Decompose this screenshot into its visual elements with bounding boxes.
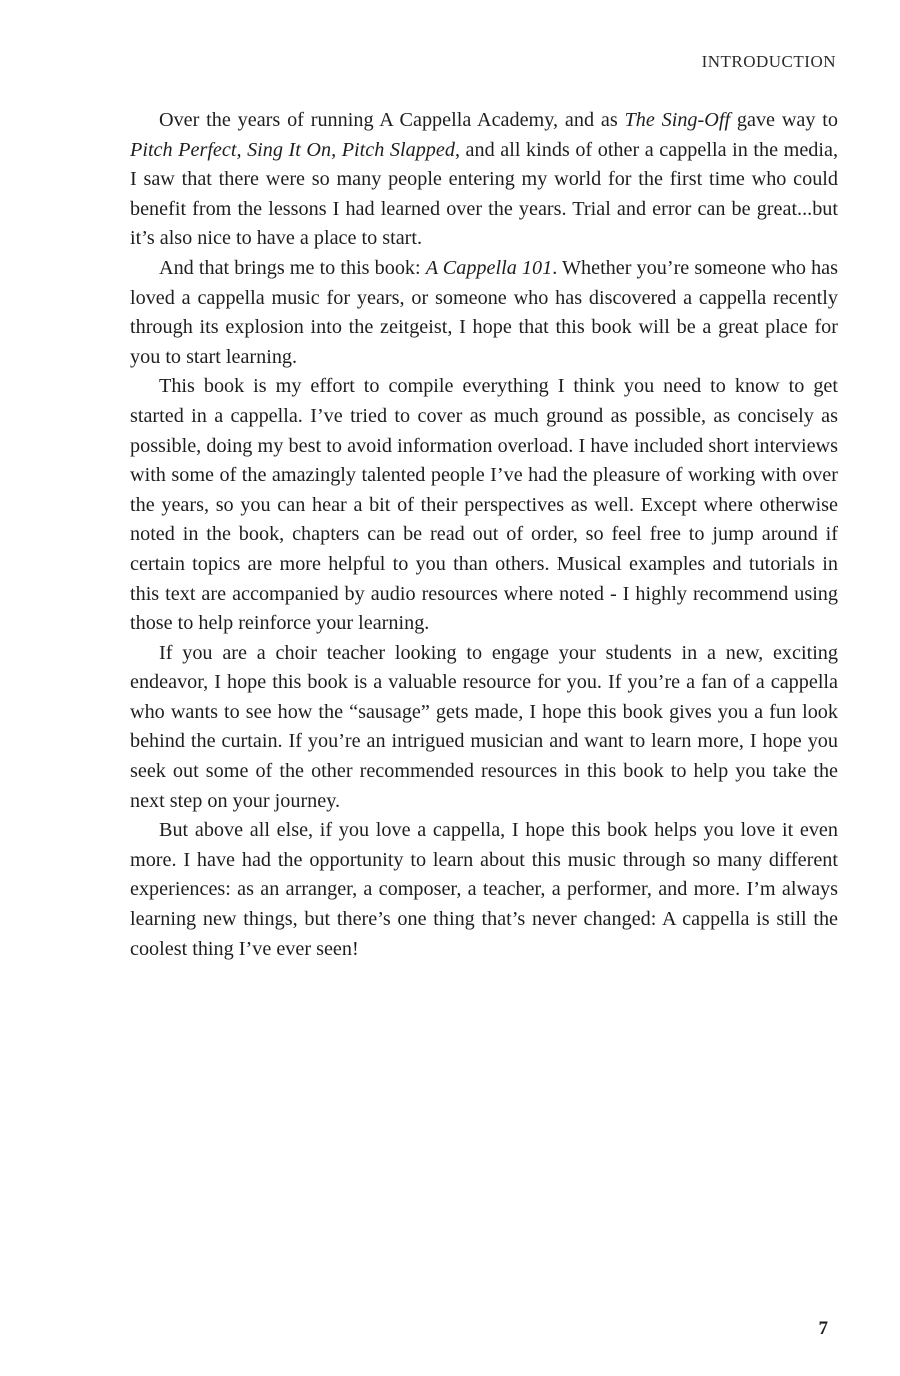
page-number: 7 xyxy=(818,1318,828,1339)
paragraph-text: But above all else, if you love a cappella, I hope this book helps you love it even more. I have had the opportunity to learn about this music through so many different experiences: as an arranger, a composer, a teacher, a performer, and more. I’m always learning new things, but there’s one thing that’s never changed: A cappella is still the coolest thing I’ve ever seen! xyxy=(130,819,838,960)
italic-title-text: A Cappella 101 xyxy=(425,256,553,279)
paragraph-text: , and all kinds of other a cappella in the media, I saw that there were so many people entering my world for the first time who could benefit from the lessons I had learned over the years. Trial and error can be great...but it’s also nice to have a place to start. xyxy=(130,138,838,250)
paragraph-text: . Whether you’re someone who has loved a cappella music for years, or someone who has discovered a cappella recently through its explosion into the zeitgeist, I hope that this book will be a great place for you to start learning. xyxy=(130,256,838,368)
paragraph-text: And that brings me to this book: xyxy=(159,256,426,279)
paragraph-text: This book is my effort to compile everything I think you need to know to get started in a cappella. I’ve tried to cover as much ground as possible, as concisely as possible, doing my best to avoid information overload. I have included short interviews with some of the amazingly talented people I’ve had the pleasure of working with over the years, so you can hear a bit of their perspectives as well. Except where otherwise noted in the book, chapters can be read out of order, so feel free to jump around if certain topics are more helpful to you than others. Musical examples and tutorials in this text are accompanied by audio resources where noted - I highly recommend using those to help reinforce your learning. xyxy=(130,375,838,635)
paragraph-text: If you are a choir teacher looking to engage your students in a new, exciting endeavor, I hope this book is a valuable resource for you. If you’re a fan of a cappella who wants to see how the “sausage” gets made, I hope this book gives you a fun look behind the curtain. If you’re an intrigued musician and want to learn more, I hope you seek out some of the other recommended resources in this book to help you take the next step on your journey. xyxy=(130,641,838,812)
paragraph-text: Over the years of running A Cappella Academy, and as xyxy=(159,109,625,131)
paragraph xyxy=(130,372,838,638)
italic-title-text: The Sing-Off xyxy=(624,109,731,131)
paragraph xyxy=(130,254,838,372)
body-text xyxy=(130,106,838,964)
paragraph xyxy=(130,639,838,817)
italic-title-text: Pitch Perfect, Sing It On, Pitch Slapped xyxy=(130,138,455,161)
paragraph xyxy=(130,816,838,964)
running-head: INTRODUCTION xyxy=(701,52,836,71)
paragraph xyxy=(130,106,838,254)
paragraph-text: gave way to xyxy=(730,109,838,131)
